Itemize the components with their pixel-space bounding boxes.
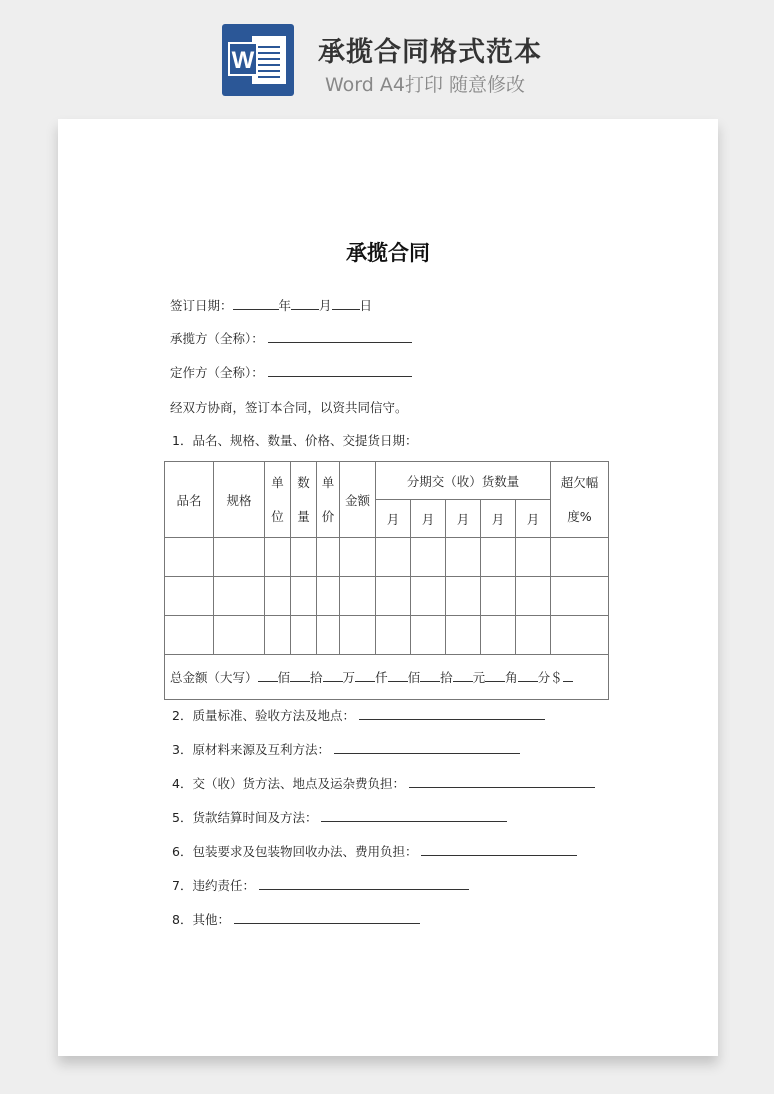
table-row <box>165 616 609 655</box>
header <box>0 0 774 110</box>
month-3: 月 <box>446 500 481 538</box>
document-page <box>58 119 718 1056</box>
total-amount-row: 总金额（大写） 佰 拾 万 仟 佰 拾 元 角 分＄ <box>165 655 609 700</box>
item-8: 8．其他： <box>172 910 420 928</box>
table-row <box>165 538 609 577</box>
item-5: 5．货款结算时间及方法： <box>172 808 507 826</box>
total-label: 总金额（大写） <box>170 670 258 685</box>
document-title: 承揽合同 <box>346 241 430 265</box>
item-4: 4．交（收）货方法、地点及运杂费负担： <box>172 774 595 792</box>
table-row <box>165 577 609 616</box>
col-over: 超欠幅 度% <box>551 462 609 538</box>
col-name: 品名 <box>165 462 214 538</box>
header-title: 承揽合同格式范本 <box>318 37 542 68</box>
orderer-label: 定作方（全称）： <box>170 365 264 380</box>
contractor-blank <box>268 330 412 343</box>
item-3: 3．原材料来源及互利方法： <box>172 740 520 758</box>
col-unit: 单 位 <box>265 462 291 538</box>
sign-date-label: 签订日期： <box>170 298 233 313</box>
col-spec: 规格 <box>214 462 265 538</box>
intro-text: 经双方协商，签订本合同，以资共同信守。 <box>170 400 408 415</box>
word-icon <box>222 24 294 96</box>
contractor-line <box>170 329 412 347</box>
col-delivery: 分期交（收）货数量 <box>376 462 551 500</box>
col-amount: 金额 <box>340 462 376 538</box>
orderer-blank <box>268 364 412 377</box>
month-5: 月 <box>516 500 551 538</box>
sign-date-line: 签订日期： 年 月 日 <box>170 298 373 313</box>
item-1: 1．品名、规格、数量、价格、交提货日期： <box>172 433 418 448</box>
order-table <box>164 461 609 700</box>
contractor-label: 承揽方（全称）： <box>170 331 264 346</box>
item-2: 2．质量标准、验收方法及地点： <box>172 706 545 724</box>
word-letter: W <box>228 42 258 76</box>
month-1: 月 <box>376 500 411 538</box>
item-7: 7．违约责任： <box>172 876 469 894</box>
header-subtitle: Word A4打印 随意修改 <box>325 74 526 96</box>
col-qty: 数 量 <box>291 462 317 538</box>
col-price: 单 价 <box>317 462 340 538</box>
orderer-line <box>170 363 412 381</box>
item-6: 6．包装要求及包装物回收办法、费用负担： <box>172 842 577 860</box>
month-2: 月 <box>411 500 446 538</box>
month-4: 月 <box>481 500 516 538</box>
